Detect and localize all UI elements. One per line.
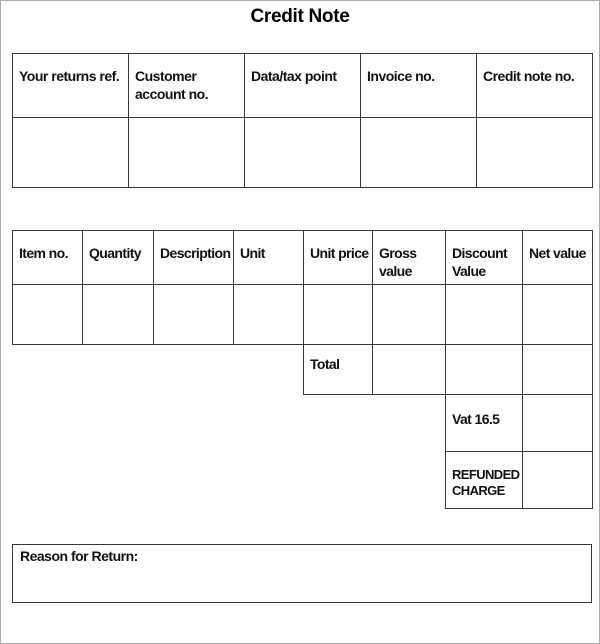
returns-value-cell-credit-note-no[interactable] <box>477 118 593 188</box>
item-value-cell-discount-value[interactable] <box>446 285 523 345</box>
header-data-tax-point: Data/tax point <box>245 54 361 118</box>
items-table <box>12 230 593 509</box>
header-discount-value: Discount Value <box>446 231 523 285</box>
total-row <box>13 345 593 395</box>
item-value-cell-gross-value[interactable] <box>373 285 446 345</box>
returns-header-row <box>13 54 593 118</box>
items-header-row <box>13 231 593 285</box>
item-value-cell-net-value[interactable] <box>523 285 593 345</box>
page-title: Credit Note <box>250 6 350 27</box>
header-description: Description <box>154 231 234 285</box>
vat-row <box>13 395 593 452</box>
returns-value-row <box>13 118 593 188</box>
vat-row-spacer <box>13 395 446 452</box>
header-unit: Unit <box>234 231 304 285</box>
item-value-cell-item-no[interactable] <box>13 285 83 345</box>
total-row-spacer <box>13 345 304 395</box>
item-value-cell-description[interactable] <box>154 285 234 345</box>
vat-value-cell[interactable] <box>523 395 593 452</box>
total-discount-value-cell[interactable] <box>446 345 523 395</box>
returns-value-cell-your-returns-ref[interactable] <box>13 118 129 188</box>
header-item-no: Item no. <box>13 231 83 285</box>
returns-value-cell-invoice-no[interactable] <box>361 118 477 188</box>
header-credit-note-no: Credit note no. <box>477 54 593 118</box>
returns-value-cell-data-tax-point[interactable] <box>245 118 361 188</box>
header-customer-account-no: Customer account no. <box>129 54 245 118</box>
returns-value-cell-customer-account-no[interactable] <box>129 118 245 188</box>
item-value-cell-quantity[interactable] <box>83 285 154 345</box>
header-gross-value: Gross value <box>373 231 446 285</box>
header-unit-price: Unit price <box>304 231 373 285</box>
header-invoice-no: Invoice no. <box>361 54 477 118</box>
item-value-cell-unit-price[interactable] <box>304 285 373 345</box>
header-quantity: Quantity <box>83 231 154 285</box>
total-label: Total <box>304 345 373 395</box>
refunded-charge-value-cell[interactable] <box>523 452 593 509</box>
total-net-value-cell[interactable] <box>523 345 593 395</box>
refunded-charge-label: REFUNDED CHARGE <box>446 452 523 509</box>
reason-label: Reason for Return: <box>20 548 138 564</box>
header-net-value: Net value <box>523 231 593 285</box>
reason-box[interactable] <box>12 544 592 603</box>
total-gross-value-cell[interactable] <box>373 345 446 395</box>
header-your-returns-ref: Your returns ref. <box>13 54 129 118</box>
refunded-charge-row <box>13 452 593 509</box>
item-value-cell-unit[interactable] <box>234 285 304 345</box>
vat-label: Vat 16.5 <box>446 395 523 452</box>
returns-table <box>12 53 593 188</box>
items-value-row <box>13 285 593 345</box>
refunded-row-spacer <box>13 452 446 509</box>
